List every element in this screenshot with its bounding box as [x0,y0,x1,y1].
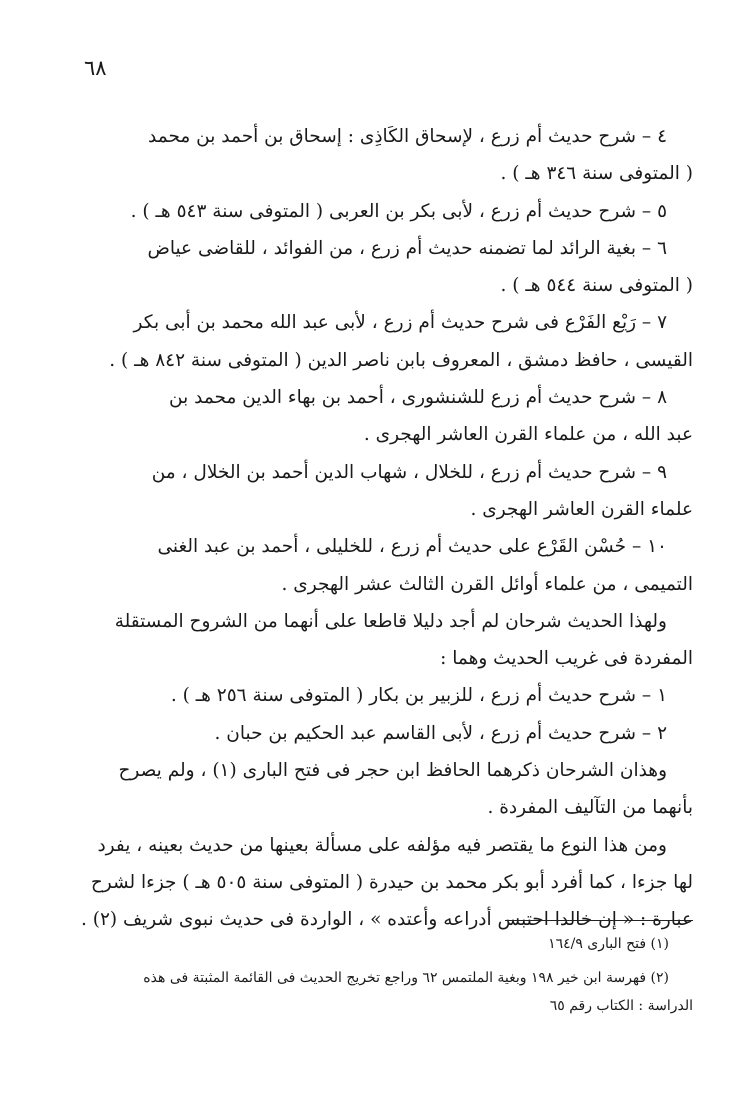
paragraph-line: المفردة فى غريب الحديث وهما : [440,648,693,670]
list-item-5: ٥ – شرح حديث أم زرع ، لأبى بكر بن العربى ( المتوفى سنة ٥٤٣ هـ ) . [130,200,667,222]
sublist-item-2: ٢ – شرح حديث أم زرع ، لأبى القاسم عبد الحكيم بن حبان . [214,722,667,744]
footnote-1: (١) فتح البارى ١٦٤/٩ [548,936,669,952]
paragraph-line: عبارة : « إن خالدا احتبس أدراعه وأعتده » ، الواردة فى حديث نبوى شريف (٢) . [80,909,693,931]
sublist-item-1: ١ – شرح حديث أم زرع ، للزبير بن بكار ( المتوفى سنة ٢٥٦ هـ ) . [170,685,667,707]
list-item-4-line-2: ( المتوفى سنة ٣٤٦ هـ ) . [500,163,693,185]
list-item-7-line-2: القيسى ، حافظ دمشق ، المعروف بابن ناصر الدين ( المتوفى سنة ٨٤٢ هـ ) . [109,349,693,371]
footnotes [53,930,693,1020]
list-item-7-line-1: ٧ – رَيْع الفَرْع فى شرح حديث أم زرع ، لأبى عبد الله محمد بن أبى بكر [133,312,667,334]
paragraph-line: ولهذا الحديث شرحان لم أجد دليلا قاطعا على أنهما من الشروح المستقلة [114,610,667,632]
list-item-10-line-1: ١٠ – حُسْن القَرْع على حديث أم زرع ، للخليلى ، أحمد بن عبد الغنى [157,536,667,558]
list-item-9-line-2: علماء القرن العاشر الهجرى . [470,498,693,520]
paragraph-line: ومن هذا النوع ما يقتصر فيه مؤلفه على مسألة بعينها من حديث بعينه ، يفرد [97,834,667,856]
list-item-10-line-2: التميمى ، من علماء أوائل القرن الثالث عشر الهجرى . [281,573,693,595]
page-number: ٦٨ [84,56,107,80]
paragraph-line: لها جزءا ، كما أفرد أبو بكر محمد بن حيدرة ( المتوفى سنة ٥٠٥ هـ ) جزءا لشرح [90,871,693,893]
paragraph-line: بأنهما من التآليف المفردة . [487,797,693,819]
footnote-separator [505,920,693,921]
footnote-2-line-2: الدراسة : الكتاب رقم ٦٥ [549,998,693,1014]
main-text [53,118,693,939]
list-item-8-line-1: ٨ – شرح حديث أم زرع للشنشورى ، أحمد بن بهاء الدين محمد بن [169,387,667,409]
list-item-9-line-1: ٩ – شرح حديث أم زرع ، للخلال ، شهاب الدين أحمد بن الخلال ، من [151,461,667,483]
list-item-8-line-2: عبد الله ، من علماء القرن العاشر الهجرى . [363,424,693,446]
list-item-4-line-1: ٤ – شرح حديث أم زرع ، لإسحاق الكَاذِى : إسحاق بن أحمد بن محمد [148,126,667,147]
footnote-2-line-1: (٢) فهرسة ابن خير ١٩٨ وبغية الملتمس ٦٢ وراجع تخريج الحديث فى القائمة المثبتة فى هذه [143,970,669,986]
paragraph-line: وهذان الشرحان ذكرهما الحافظ ابن حجر فى فتح البارى (١) ، ولم يصرح [118,760,667,782]
list-item-6-line-2: ( المتوفى سنة ٥٤٤ هـ ) . [500,275,693,297]
list-item-6-line-1: ٦ – بغية الرائد لما تضمنه حديث أم زرع ، من الفوائد ، للقاضى عياض [147,237,667,259]
